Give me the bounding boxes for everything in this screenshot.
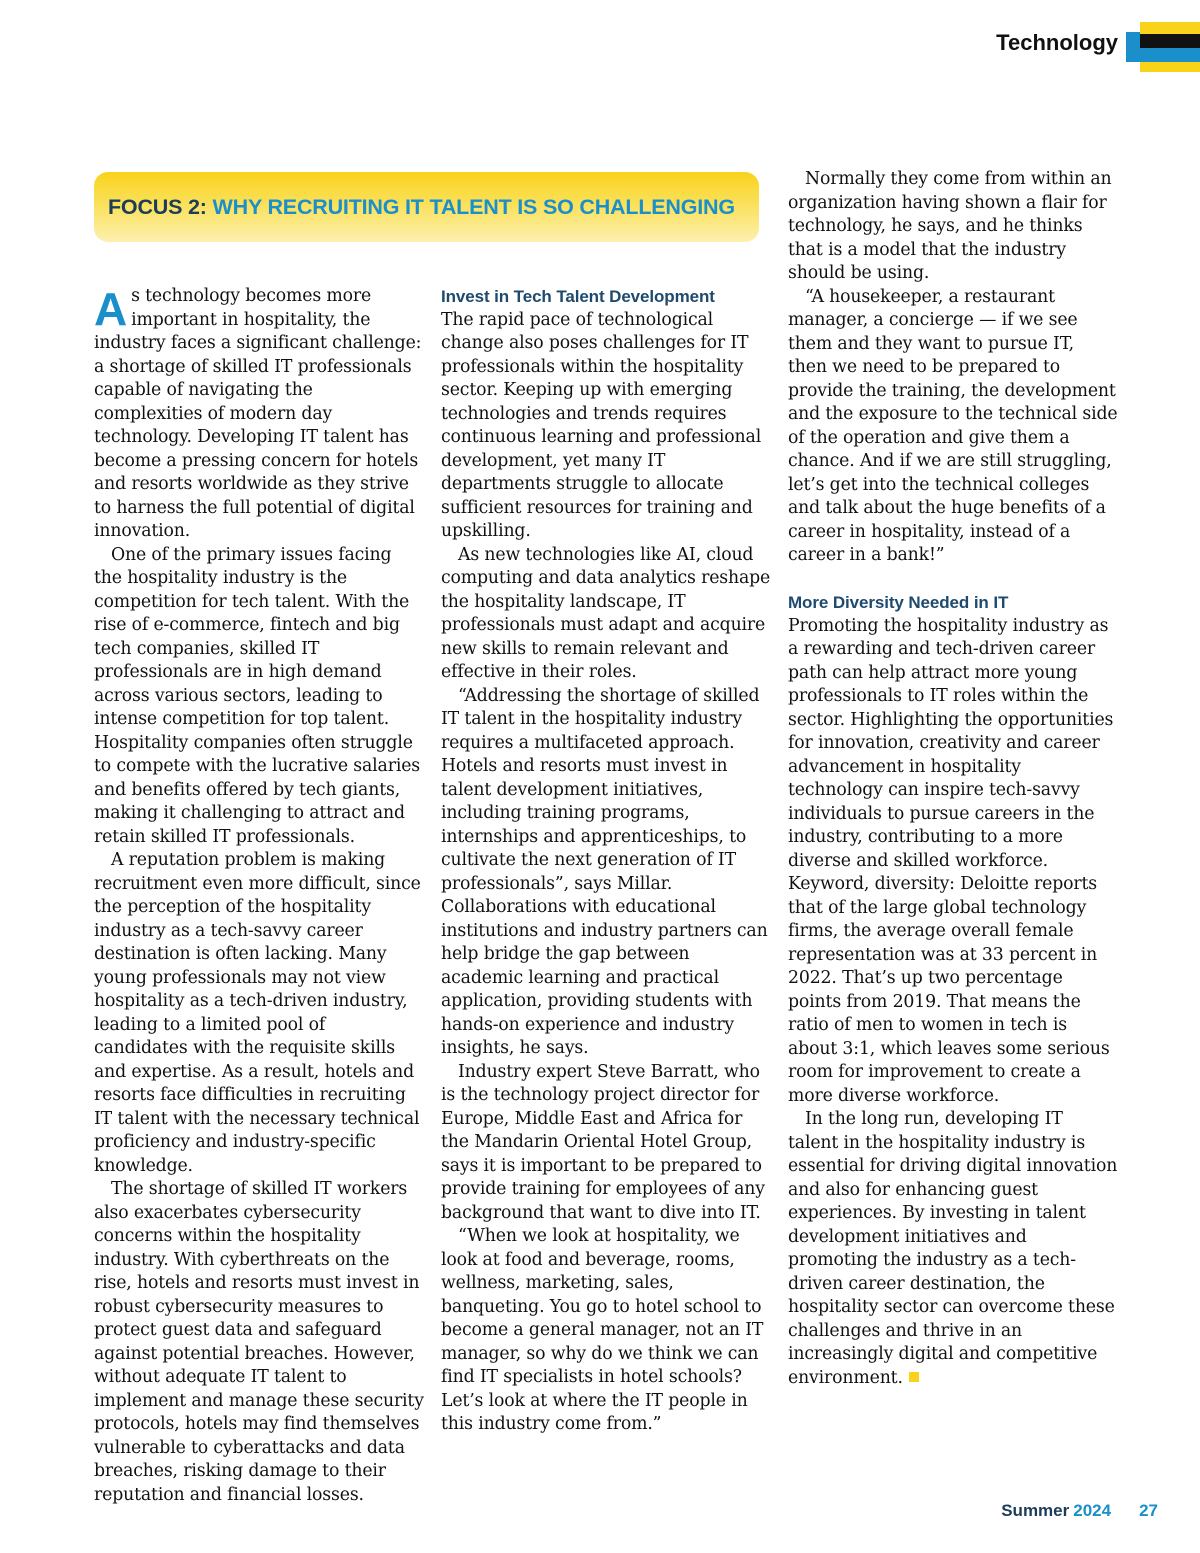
page-number: 27 (1139, 1501, 1158, 1520)
focus-heading (108, 195, 735, 220)
paragraph-3: A reputation problem is making recruitment even more difficult, since the perception of the hospitality industry as a tech-savvy career destination is often lacking. Many young professionals may not view hospitality as a tech-driven industry, leading to a limited pool of candidates with the requisite skills and expertise. As a result, hotels and resorts face difficulties in recruiting IT talent with the necessary technical proficiency and industry-specific knowledge. (94, 850, 421, 1176)
drop-cap: A (94, 283, 128, 335)
paragraph-7: “Addressing the shortage of skilled IT talent in the hospitality industry requires a multifaceted approach. Hotels and resorts must invest in talent development initiatives, including training programs, internships and apprenticeships, to cultivate the next generation of IT professionals”, says Millar. Collaborations with educational institutions and industry partners can help bridge the gap between academic learning and practical application, providing students with hands-on experience and industry insights, he says. (441, 685, 768, 1058)
article-column-1 (94, 285, 424, 1507)
section-logo-icon (1126, 22, 1200, 72)
article-column-3 (788, 168, 1118, 1390)
paragraph-11: “A housekeeper, a restaurant manager, a concierge — if we see them and they want to pursue IT, then we need to be prepared to provide the training, the development and the exposure to the technical side of the operation and give them a chance. And if we are still struggling, let’s get into the technical colleges and talk about the huge benefits of a career in hospitality, instead of a career in a bank!” (788, 286, 1118, 565)
paragraph-5: The rapid pace of technological change also poses challenges for IT professionals within the hospitality sector. Keeping up with emerging technologies and trends requires continuous learning and professional development, yet many IT departments struggle to allocate sufficient resources for training and upskilling. (441, 309, 762, 541)
end-mark-icon (909, 1372, 919, 1382)
paragraph-13 (788, 1108, 1118, 1390)
paragraph-8: Industry expert Steve Barratt, who is the technology project director for Europe, Middle East and Africa for the Mandarin Oriental Hotel Group, says it is important to be prepared to provide training for employees of any background that want to dive into IT. (441, 1061, 765, 1223)
paragraph-2: One of the primary issues facing the hospitality industry is the competition for tech talent. With the rise of e-commerce, fintech and big tech companies, skilled IT professionals are in high demand across various sectors, leading to intense competition for top talent. Hospitality companies often struggle to compete with the lucrative salaries and benefits offered by tech giants, making it challenging to attract and retain skilled IT professionals. (94, 544, 420, 847)
issue-year: 2024 (1073, 1501, 1112, 1520)
article-column-2 (441, 285, 771, 1437)
paragraph-12: Promoting the hospitality industry as a rewarding and tech-driven career path can help attract more young professionals to IT roles within the sector. Highlighting the opportunities for innovation, creativity and career advancement in hospitality technology can inspire tech-savvy individuals to pursue careers in the industry, contributing to a more diverse and skilled workforce. Keyword, diversity: Deloitte reports that of the large global technology firms, the average overall female representation was at 33 percent in 2022. That’s up two percentage points from 2019. That means the ratio of men to women in tech is about 3:1, which leaves some serious room for improvement to create a more diverse workforce. (788, 615, 1114, 1106)
paragraph-9: “When we look at hospitality, we look at food and beverage, rooms, wellness, marketing, sales, banqueting. You go to hotel school to become a general manager, not an IT manager, so why do we think we can find IT specialists in hotel schools? Let’s look at where the IT people in this industry come from.” (441, 1226, 764, 1434)
section-title: Technology (996, 30, 1118, 55)
focus-title: WHY RECRUITING IT TALENT IS SO CHALLENGING (212, 194, 735, 219)
subheading-diversity: More Diversity Needed in IT (788, 593, 1009, 612)
issue-season: Summer (1001, 1501, 1070, 1520)
paragraph-1 (94, 285, 424, 544)
focus-banner (94, 172, 759, 242)
paragraph-1-text: s technology becomes more important in hospitality, the industry faces a significant challenge: a shortage of skilled IT professionals capable of navigating the complexities of modern day technology. Developing IT talent has become a pressing concern for hotels and resorts worldwide as they strive to harness the full potential of digital innovation. (94, 286, 422, 541)
focus-prefix: FOCUS 2: (108, 194, 207, 219)
page-footer (1001, 1501, 1158, 1521)
paragraph-4: The shortage of skilled IT workers also exacerbates cybersecurity concerns within the hospitality industry. With cyberthreats on the rise, hotels and resorts must invest in robust cybersecurity measures to protect guest data and safeguard against potential breaches. However, without adequate IT talent to implement and manage these security protocols, hotels may find themselves vulnerable to cyberattacks and data breaches, risking damage to their reputation and financial losses. (94, 1179, 424, 1505)
paragraph-6: As new technologies like AI, cloud computing and data analytics reshape the hospitality landscape, IT professionals must adapt and acquire new skills to remain relevant and effective in their roles. (441, 544, 771, 682)
subheading-tech-talent: Invest in Tech Talent Development (441, 287, 715, 306)
paragraph-10: Normally they come from within an organization having shown a flair for technology, he says, and he thinks that is a model that the industry should be using. (788, 169, 1112, 283)
paragraph-13-text: In the long run, developing IT talent in the hospitality industry is essential for driving digital innovation and also for enhancing guest experiences. By investing in talent development initiatives and promoting the industry as a tech-driven career destination, the hospitality sector can overcome these challenges and thrive in an increasingly digital and competitive environment. (788, 1109, 1118, 1388)
